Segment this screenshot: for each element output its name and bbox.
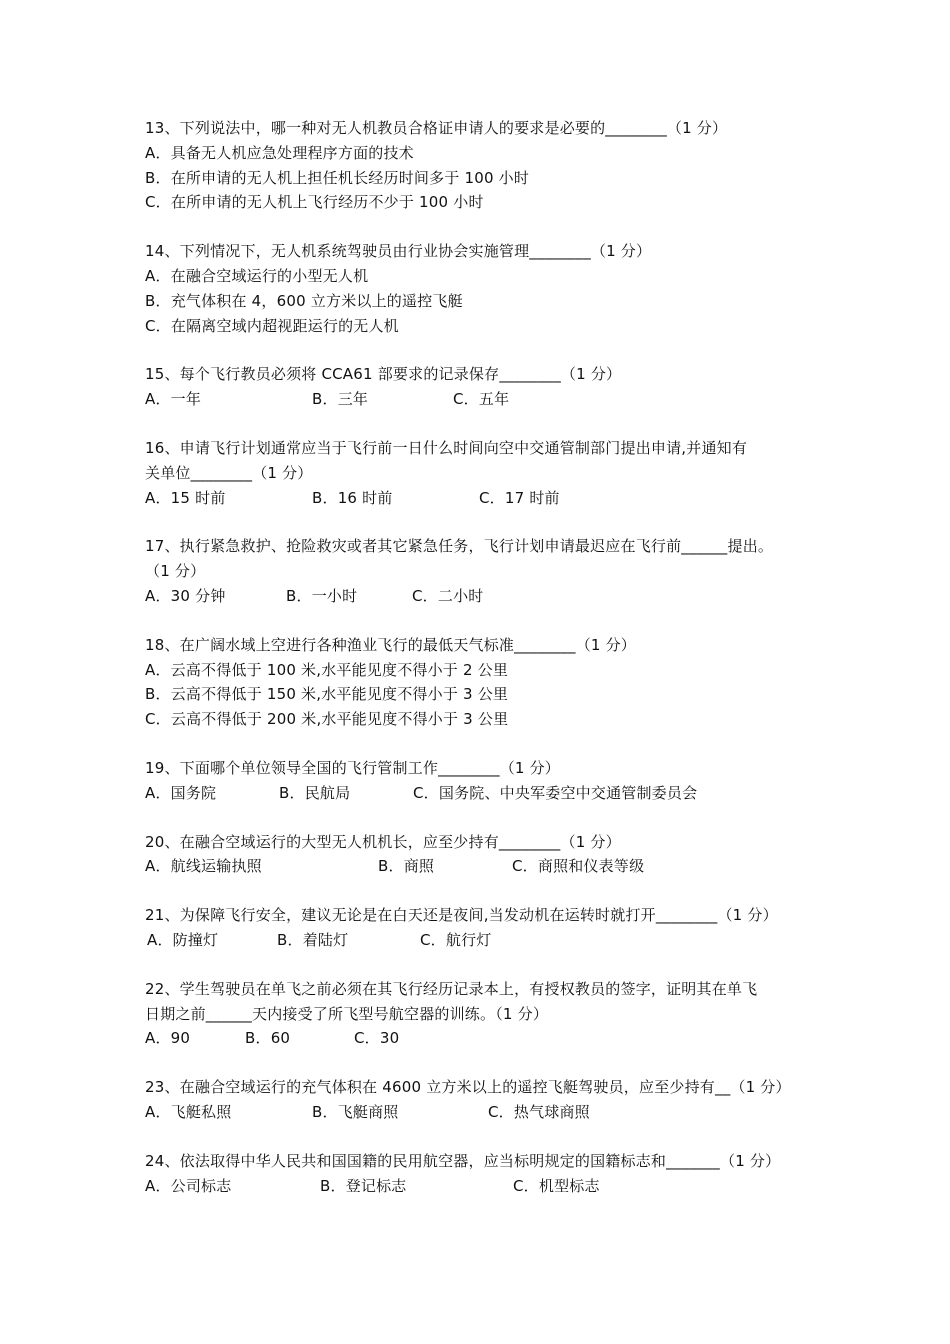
question-17-option-c: C．二小时 <box>412 586 484 605</box>
question-20-option-a: A．航线运输执照 <box>145 857 262 876</box>
question-23-option-b: B．飞艇商照 <box>312 1102 399 1121</box>
question-24-options <box>145 1174 810 1199</box>
question-19-options <box>145 781 810 806</box>
question-20 <box>145 830 810 880</box>
question-19-option-a: A．国务院 <box>145 783 217 802</box>
question-14-option-b: B．充气体积在 4，600 立方米以上的遥控飞艇 <box>145 291 463 310</box>
question-22-text-line-1: 22、学生驾驶员在单飞之前必须在其飞行经历记录本上，有授权教员的签字，证明其在单飞 <box>145 979 758 998</box>
question-21-text: 21、为保障飞行安全，建议无论是在白天还是夜间,当发动机在运转时就打开________（1 分） <box>145 906 778 925</box>
question-22-text-line-2: 日期之前______天内接受了所飞型号航空器的训练。（1 分） <box>145 1004 549 1023</box>
question-24-option-a: A．公司标志 <box>145 1176 232 1195</box>
question-21 <box>145 903 810 953</box>
question-21-option-c: C．航行灯 <box>420 930 492 949</box>
question-19-option-c: C．国务院、中央军委空中交通管制委员会 <box>413 783 698 802</box>
question-22-option-b: B．60 <box>245 1029 291 1048</box>
question-13-option-a: A．具备无人机应急处理程序方面的技术 <box>145 143 414 162</box>
question-24-option-b: B．登记标志 <box>320 1176 407 1195</box>
question-22-option-a: A．90 <box>145 1029 191 1048</box>
question-23-options <box>145 1100 810 1125</box>
question-18-option-a: A．云高不得低于 100 米,水平能见度不得小于 2 公里 <box>145 660 509 679</box>
question-16-text-line-1: 16、申请飞行计划通常应当于飞行前一日什么时间向空中交通管制部门提出申请,并通知有 <box>145 438 748 457</box>
question-14-option-c: C．在隔离空域内超视距运行的无人机 <box>145 316 399 335</box>
question-18 <box>145 633 810 732</box>
question-16 <box>145 436 810 510</box>
question-17-options <box>145 584 810 609</box>
question-16-option-c: C．17 时前 <box>479 488 560 507</box>
question-23-option-c: C．热气球商照 <box>488 1102 590 1121</box>
question-17 <box>145 534 810 608</box>
question-14-text: 14、下列情况下，无人机系统驾驶员由行业协会实施管理________（1 分） <box>145 242 652 261</box>
question-24-text: 24、依法取得中华人民共和国国籍的民用航空器，应当标明规定的国籍标志和_______（1 分） <box>145 1151 781 1170</box>
question-15-options <box>145 387 810 412</box>
question-17-option-a: A．30 分钟 <box>145 586 226 605</box>
question-15 <box>145 362 810 412</box>
question-15-option-b: B．三年 <box>312 390 369 409</box>
question-23-text: 23、在融合空域运行的充气体积在 4600 立方米以上的遥控飞艇驾驶员，应至少持有__（1 分） <box>145 1078 791 1097</box>
question-20-option-c: C．商照和仪表等级 <box>512 857 645 876</box>
question-15-option-c: C．五年 <box>453 390 510 409</box>
question-14-option-a: A．在融合空域运行的小型无人机 <box>145 266 369 285</box>
question-22-option-c: C．30 <box>354 1029 400 1048</box>
question-19-option-b: B．民航局 <box>279 783 351 802</box>
question-14 <box>145 239 810 338</box>
question-21-options <box>145 928 810 953</box>
question-22 <box>145 977 810 1051</box>
question-19 <box>145 756 810 806</box>
question-18-text: 18、在广阔水域上空进行各种渔业飞行的最低天气标准________（1 分） <box>145 635 637 654</box>
question-16-text-line-2: 关单位________（1 分） <box>145 463 313 482</box>
question-13 <box>145 116 810 215</box>
question-21-option-b: B．着陆灯 <box>277 930 349 949</box>
question-20-options <box>145 854 810 879</box>
question-13-option-b: B．在所申请的无人机上担任机长经历时间多于 100 小时 <box>145 168 530 187</box>
question-13-option-c: C．在所申请的无人机上飞行经历不少于 100 小时 <box>145 193 484 212</box>
question-13-text: 13、下列说法中，哪一种对无人机教员合格证申请人的要求是必要的________（1 分） <box>145 119 728 137</box>
question-18-option-b: B．云高不得低于 150 米,水平能见度不得小于 3 公里 <box>145 685 509 704</box>
question-16-option-b: B．16 时前 <box>312 488 393 507</box>
question-20-option-b: B．商照 <box>378 857 435 876</box>
question-24-option-c: C．机型标志 <box>513 1176 600 1195</box>
question-15-text: 15、每个飞行教员必须将 CCA61 部要求的记录保存________（1 分） <box>145 365 622 384</box>
question-16-option-a: A．15 时前 <box>145 488 226 507</box>
question-21-option-a: A．防撞灯 <box>147 930 219 949</box>
question-23 <box>145 1075 810 1125</box>
question-22-options <box>145 1026 810 1051</box>
question-16-options <box>145 486 810 511</box>
question-23-option-a: A．飞艇私照 <box>145 1102 232 1121</box>
question-18-option-c: C．云高不得低于 200 米,水平能见度不得小于 3 公里 <box>145 710 509 729</box>
question-15-option-a: A．一年 <box>145 390 202 409</box>
question-19-text: 19、下面哪个单位领导全国的飞行管制工作________（1 分） <box>145 758 561 777</box>
question-20-text: 20、在融合空域运行的大型无人机机长，应至少持有________（1 分） <box>145 832 621 851</box>
question-17-text-line-1: 17、执行紧急救护、抢险救灾或者其它紧急任务，飞行计划申请最迟应在飞行前______提出。 <box>145 537 774 556</box>
question-24 <box>145 1149 810 1199</box>
question-list <box>145 116 810 1222</box>
question-17-text-line-2: （1 分） <box>145 562 206 581</box>
question-17-option-b: B．一小时 <box>286 586 358 605</box>
